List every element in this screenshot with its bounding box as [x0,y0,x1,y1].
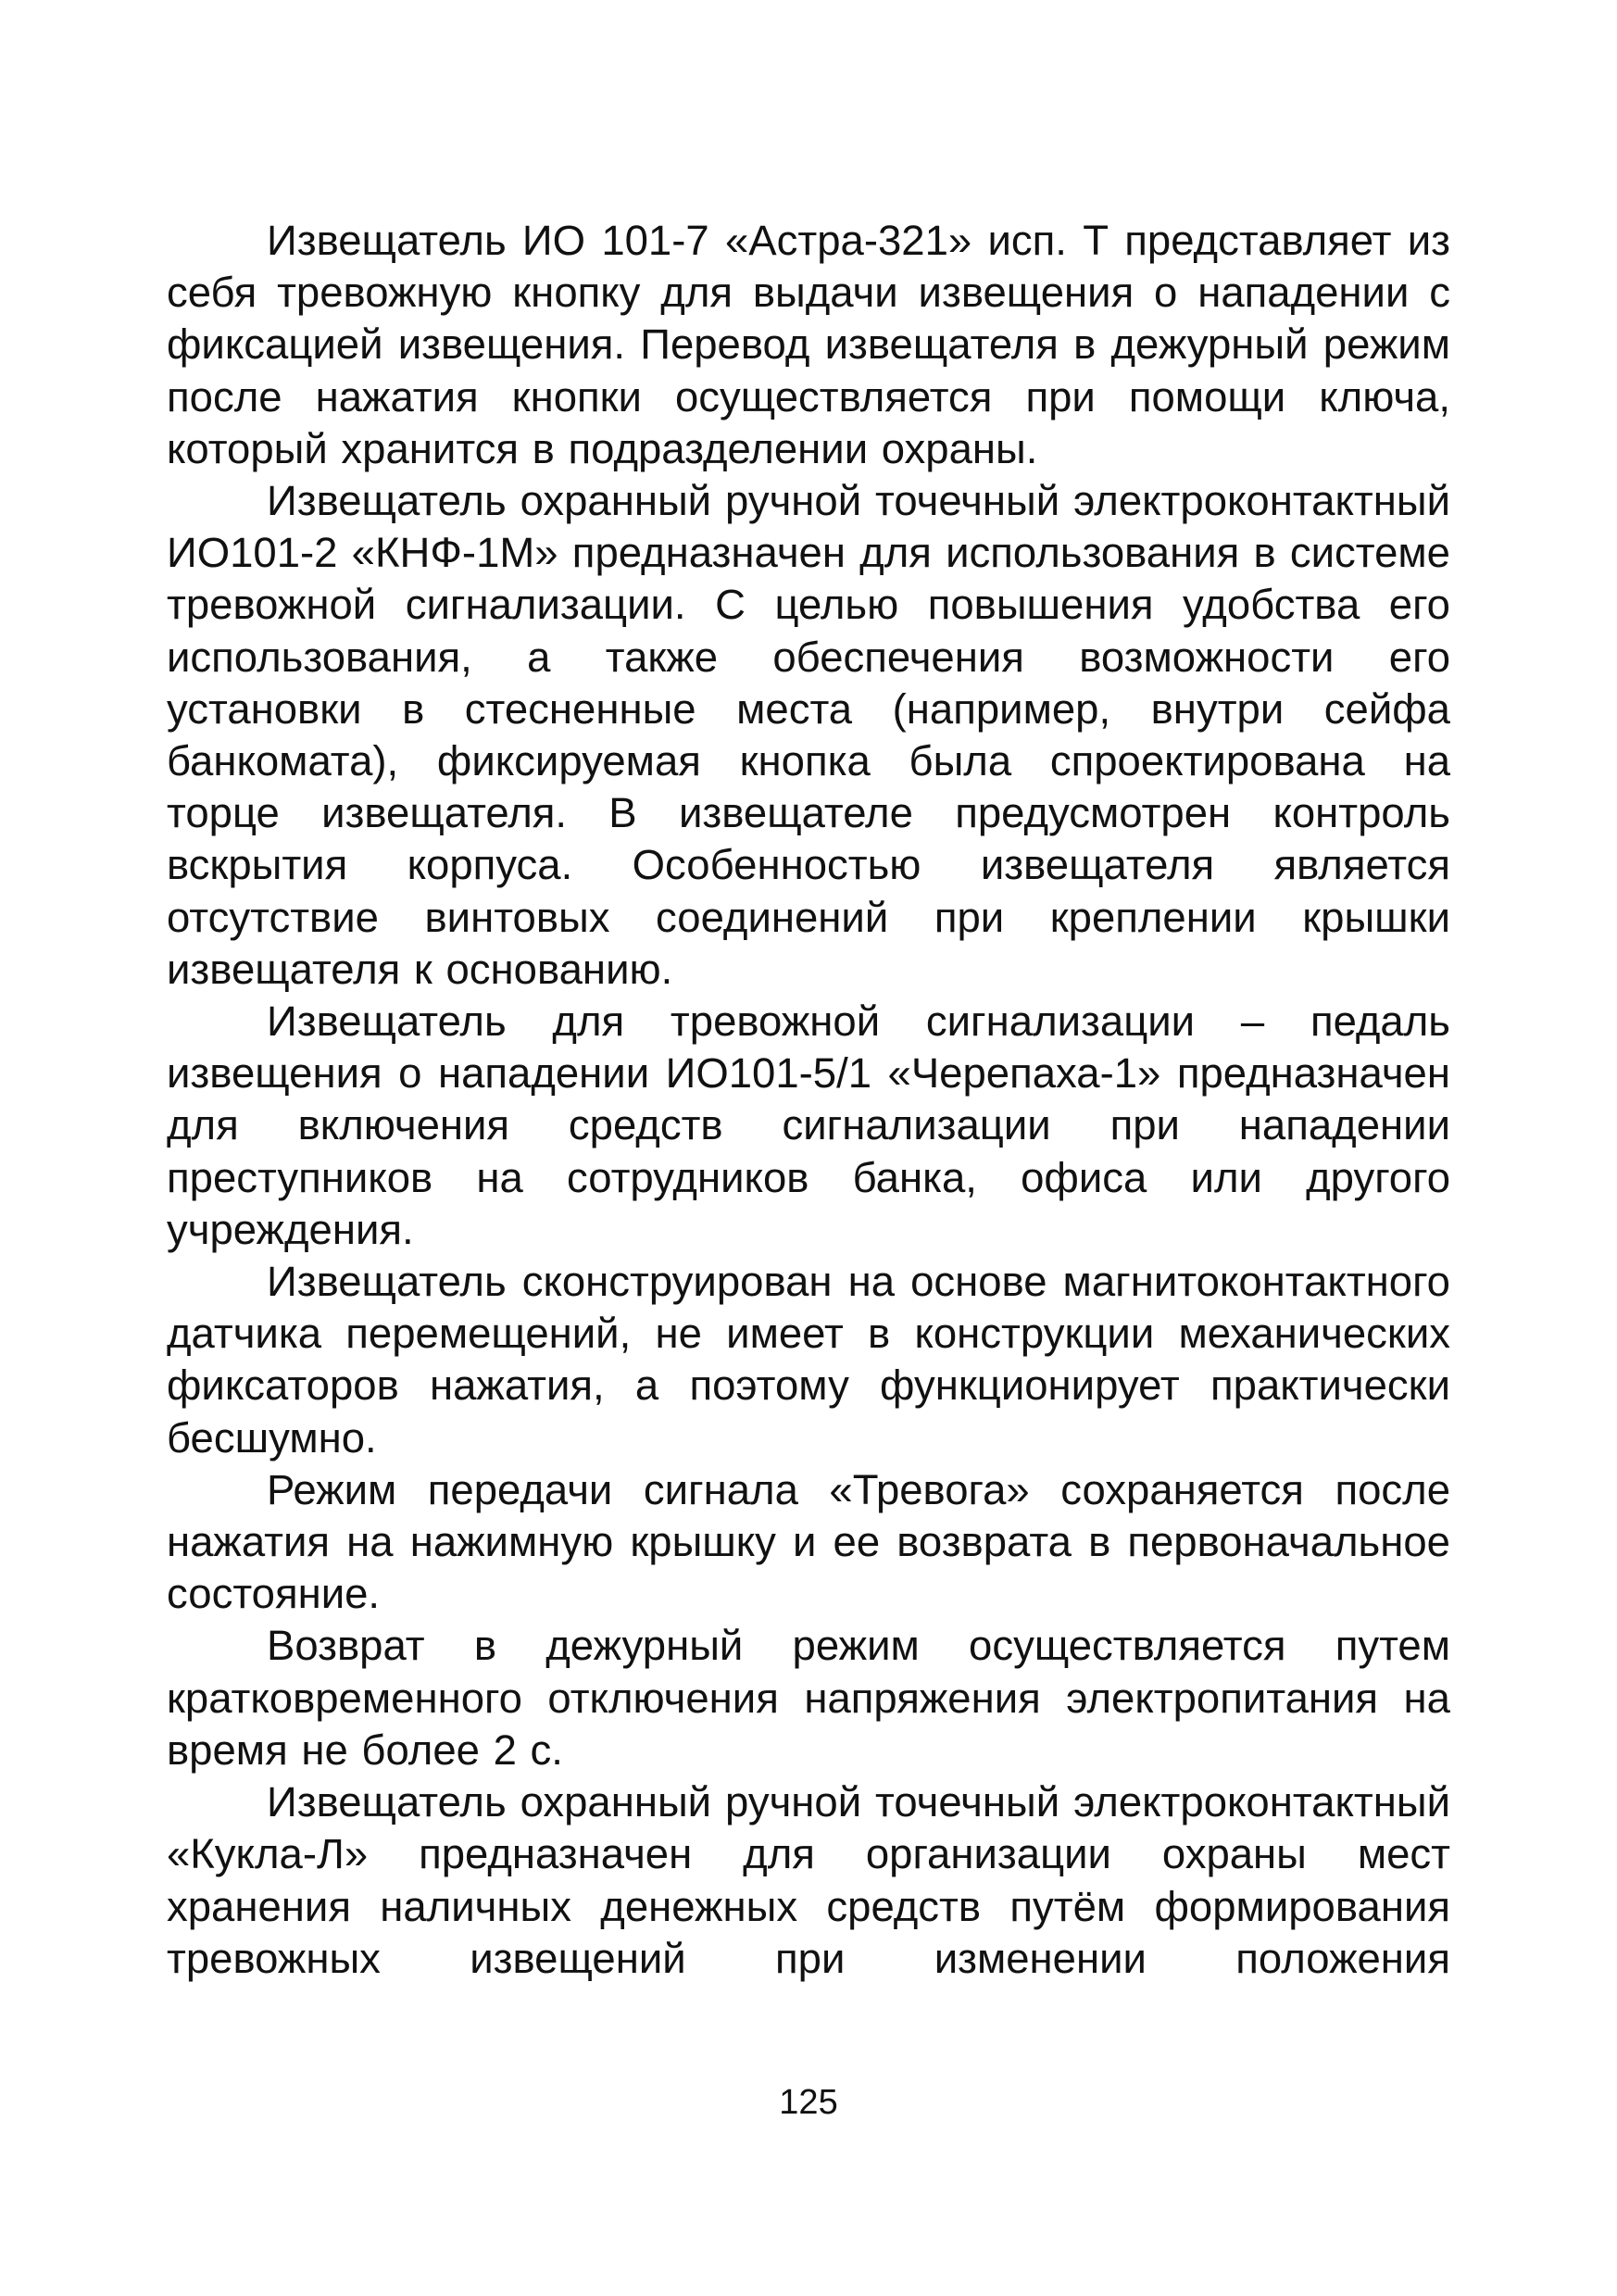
paragraph-alarm-mode: Режим передачи сигнала «Тревога» сохраняется после нажатия на нажимную крышку и ее возврата в первоначальное состояние. [167,1465,1450,1618]
paragraph-cherepakha-1: Извещатель для тревожной сигнализации – педаль извещения о нападении ИО101-5/1 «Черепаха-1» предназначен для включения средств сигнализации при нападении преступников на сотрудников банка, офиса или другого учреждения. [167,997,1450,1253]
page-body [167,215,1450,1985]
paragraph-astra-321: Извещатель ИО 101-7 «Астра-321» исп. Т представляет из себя тревожную кнопку для выдачи извещения о нападении с фиксацией извещения. Перевод извещателя в дежурный режим после нажатия кнопки осуществляется при помощи ключа, который хранится в подразделении охраны. [167,217,1450,472]
paragraph-magnetic-sensor: Извещатель сконструирован на основе магнитоконтактного датчика перемещений, не имеет в конструкции механических фиксаторов нажатия, а поэтому функционирует практически бесшумно. [167,1258,1450,1462]
paragraph-kukla-l: Извещатель охранный ручной точечный электроконтактный «Кукла-Л» предназначен для организации охраны мест хранения наличных денежных средств путём формирования тревожных извещений при изменении положения [167,1778,1450,1982]
page-number: 125 [779,2083,838,2122]
paragraph-reset-mode: Возврат в дежурный режим осуществляется путем кратковременного отключения напряжения электропитания на время не более 2 с. [167,1622,1450,1774]
paragraph-knf-1m: Извещатель охранный ручной точечный электроконтактный ИО101-2 «КНФ-1М» предназначен для использования в системе тревожной сигнализации. С целью повышения удобства его использования, а также обеспечения возможности его установки в стесненные места (например, внутри сейфа банкомата), фиксируемая кнопка была спроектирована на торце извещателя. В извещателе предусмотрен контроль вскрытия корпуса. Особенностью извещателя является отсутствие винтовых соединений при креплении крышки извещателя к основанию. [167,477,1450,993]
